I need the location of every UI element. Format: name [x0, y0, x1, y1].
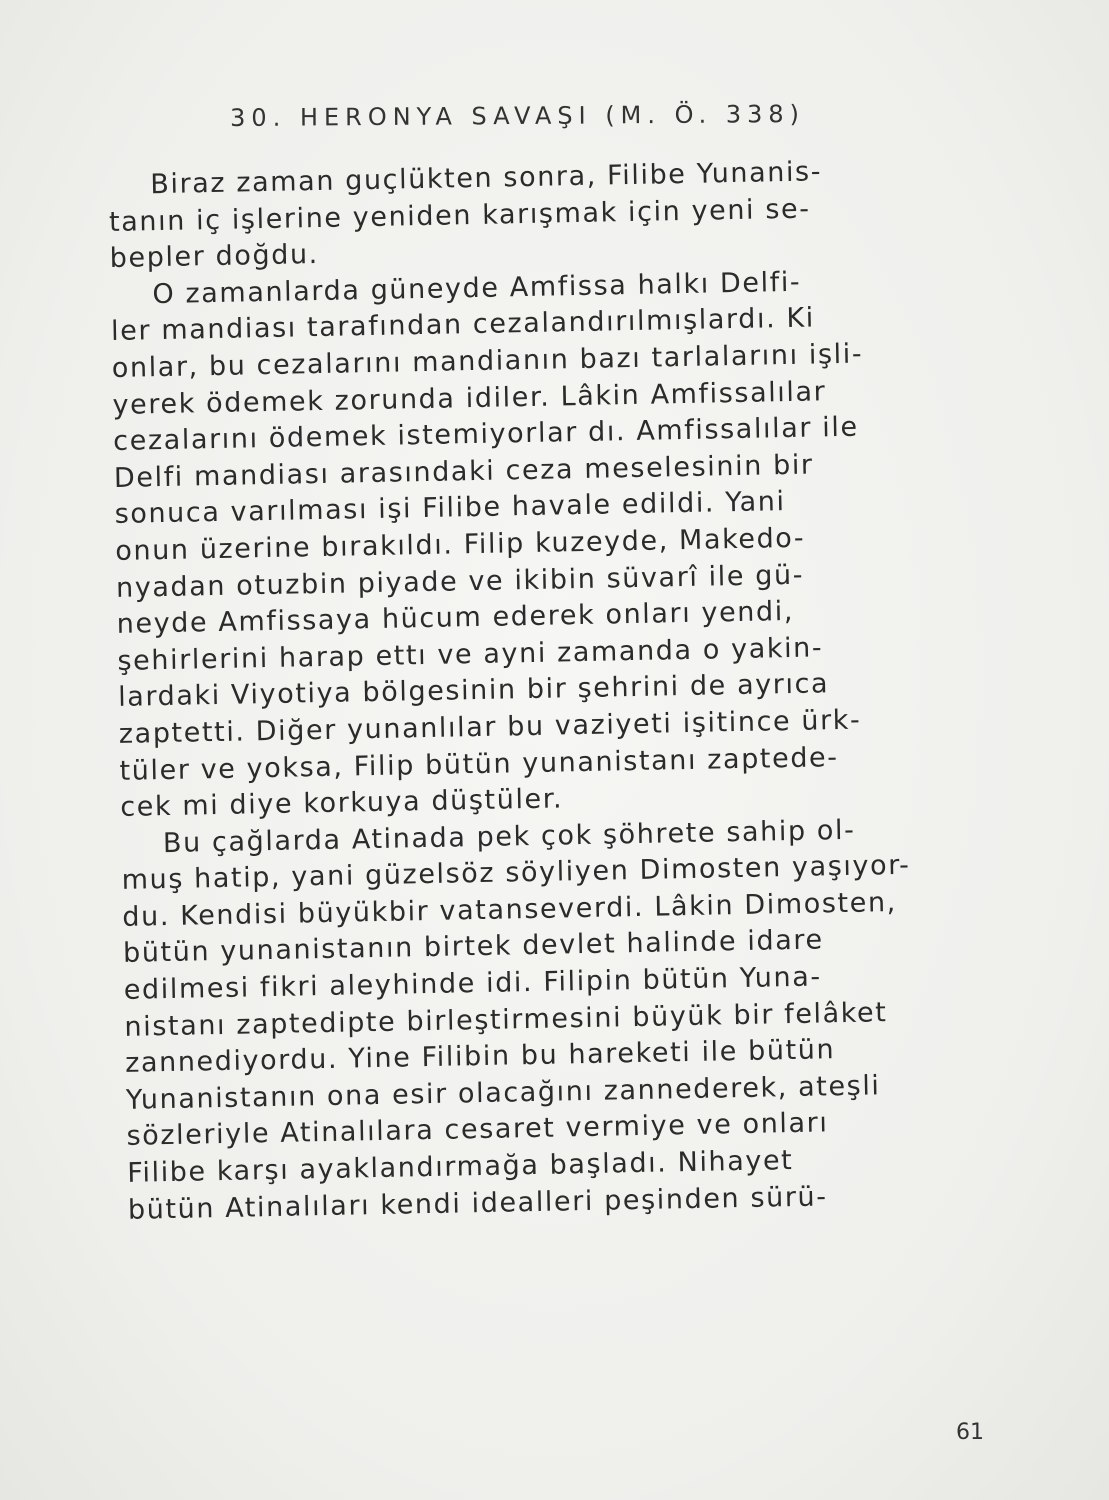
text-line: edilmesi fikri aleyhinde idi. Filipin bütün Yuna- — [123, 961, 822, 1006]
text-line: onlar, bu cezalarını mandianın bazı tarlalarını işli- — [111, 338, 864, 384]
text-line: sonuca varılması işi Filibe havale edildi. Yani — [114, 486, 786, 531]
text-line: yerek ödemek zorunda idiler. Lâkin Amfissalılar — [112, 375, 827, 421]
text-line: ler mandiası tarafından cezalandırılmışlardı. Ki — [110, 302, 816, 348]
text-line: nistanı zaptedipte birleştirmesini büyük bir felâket — [124, 996, 888, 1043]
text-line: muş hatip, yani güzelsöz söyliyen Dimosten yaşıyor- — [121, 850, 911, 897]
text-line: Yunanistanın ona esir olacağını zannederek, ateşli — [125, 1070, 881, 1116]
text-line: tanın iç işlerine yeniden karışmak için yeni se- — [108, 193, 811, 238]
text-line: şehirlerini harap ettı ve ayni zamanda o yakin- — [117, 632, 824, 677]
body-text — [108, 151, 988, 1229]
text-line: Bu çağlarda Atinada pek çok şöhrete sahip ol- — [162, 814, 856, 859]
text-line: bütün yunanistanın birtek devlet halinde idare — [122, 924, 824, 970]
text-line: Biraz zaman guçlükten sonra, Filibe Yunanis- — [150, 156, 823, 201]
chapter-heading: 30. HERONYA SAVAŞI (M. Ö. 338) — [230, 99, 806, 132]
text-line: bepler doğdu. — [109, 239, 320, 275]
text-line: zannediyordu. Yine Filibin bu hareketi ile bütün — [124, 1034, 836, 1080]
text-line: O zamanlarda güneyde Amfissa halkı Delfi- — [152, 266, 802, 310]
text-line: du. Kendisi büyükbir vatanseverdi. Lâkin Dimosten, — [122, 886, 898, 933]
text-line: onun üzerine bırakıldı. Filip kuzeyde, Makedo- — [115, 522, 806, 567]
text-line: sözleriyle Atinalılara cesaret vermiye ve onları — [126, 1107, 829, 1153]
text-line: neyde Amfissaya hücum ederek onları yendi, — [116, 596, 795, 641]
text-line: Filibe karşı ayaklandırmağa başladı. Nihayet — [127, 1145, 794, 1189]
text-line: nyadan otuzbin piyade ve ikibin süvarî ile gü- — [115, 559, 805, 604]
text-line: tüler ve yoksa, Filip bütün yunanistanı zaptede- — [119, 741, 839, 787]
text-line: Delfi mandiası arasındaki ceza meselesinin bir — [113, 449, 814, 494]
text-line: zaptetti. Diğer yunanlılar bu vaziyeti işitince ürk- — [118, 704, 862, 750]
text-line: cek mi diye korkuya düştüler. — [119, 783, 564, 823]
text-line: bütün Atinalıları kendi idealleri peşinden sürü- — [127, 1181, 828, 1226]
text-line: cezalarını ödemek istemiyorlar dı. Amfissalılar ile — [112, 411, 859, 458]
page-number: 61 — [956, 1420, 984, 1445]
text-line: lardaki Viyotiya bölgesinin bir şehrini de ayrıca — [117, 668, 830, 714]
